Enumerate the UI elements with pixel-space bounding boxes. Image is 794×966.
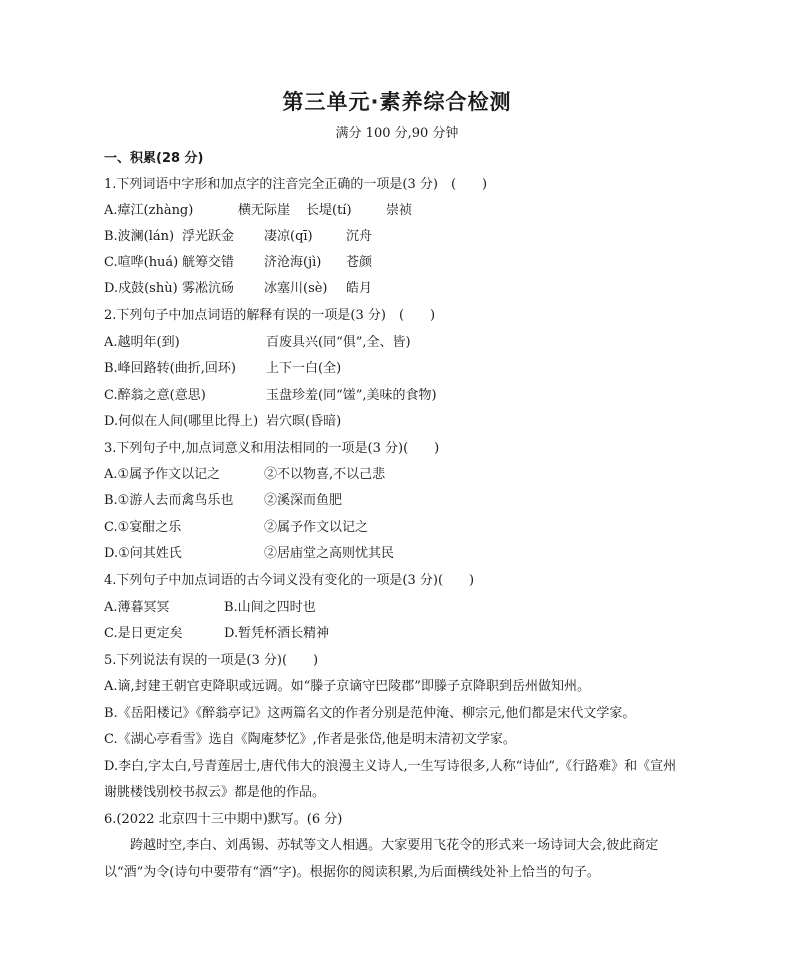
q1-b1: B.波澜(lán) — [104, 229, 175, 244]
q4-b: B.山间之四时也 — [224, 600, 316, 615]
q3-a1: A.①属予作文以记之 — [104, 467, 221, 482]
q1-c2: 觥筹交错 — [182, 255, 235, 270]
q1-d1: D.戍鼓(shù) — [104, 281, 178, 296]
q5-option-d-line1: D.李白,字太白,号青莲居士,唐代伟大的浪漫主义诗人,一生写诗很多,人称“诗仙”,《行路难》和《宣州 — [104, 759, 677, 774]
q2-b2: 上下一白(全) — [266, 361, 342, 376]
q5-option-a: A.谪,封建王朝官吏降职或远调。如“滕子京谪守巴陵郡”即滕子京降职到岳州做知州。 — [104, 679, 590, 694]
question-6-stem: 6.(2022 北京四十三中期中)默写。(6 分) — [104, 812, 343, 827]
q1-c3: 济沧海(jì) — [264, 255, 322, 270]
q1-d3: 冰塞川(sè) — [264, 281, 328, 296]
section-heading: 一、积累(28 分) — [104, 151, 204, 166]
q1-a1: A.瘴江(zhàng) — [104, 203, 194, 218]
q3-c1: C.①宴酣之乐 — [104, 520, 182, 535]
q3-b2: ②溪深而鱼肥 — [264, 493, 343, 508]
page-title: 第三单元·素养综合检测 — [282, 90, 512, 114]
q5-option-d-line2: 谢朓楼饯别校书叔云》都是他的作品。 — [104, 785, 326, 800]
q2-d1: D.何似在人间(哪里比得上) — [104, 414, 259, 429]
q1-c4: 苍颜 — [346, 255, 373, 270]
q3-b1: B.①游人去而禽鸟乐也 — [104, 493, 234, 508]
question-4-stem: 4.下列句子中加点词语的古今词义没有变化的一项是(3 分)( ) — [104, 573, 475, 588]
q3-d1: D.①问其姓氏 — [104, 546, 182, 561]
q1-b3: 凄凉(qī) — [264, 229, 313, 244]
question-1-stem: 1.下列词语中字形和加点字的注音完全正确的一项是(3 分) ( ) — [104, 177, 488, 192]
q5-option-b: B.《岳阳楼记》《醉翁亭记》这两篇名文的作者分别是范仲淹、柳宗元,他们都是宋代文学家。 — [104, 706, 636, 721]
q5-option-c: C.《湖心亭看雪》选自《陶庵梦忆》,作者是张岱,他是明末清初文学家。 — [104, 732, 516, 747]
q6-paragraph-line2: 以“酒”为令(诗句中要带有“酒”字)。根据你的阅读积累,为后面横线处补上恰当的句子。 — [104, 865, 600, 880]
page-subtitle: 满分 100 分,90 分钟 — [335, 126, 459, 141]
q2-d2: 岩穴暝(昏暗) — [266, 414, 342, 429]
q2-b1: B.峰回路转(曲折,回环) — [104, 361, 236, 376]
q1-a2: 横无际崖 — [238, 203, 291, 218]
q4-a: A.薄暮冥冥 — [104, 600, 170, 615]
q2-c2: 玉盘珍羞(同“馐”,美味的食物) — [266, 388, 437, 403]
q3-d2: ②居庙堂之高则忧其民 — [264, 546, 395, 561]
q1-b4: 沉舟 — [346, 229, 373, 244]
q1-c1: C.喧哗(huá) — [104, 255, 179, 270]
q1-a4: 崇祯 — [386, 203, 413, 218]
q4-d: D.暂凭杯酒长精神 — [224, 626, 330, 641]
q1-d2: 雾凇沆砀 — [182, 281, 235, 296]
q2-c1: C.醉翁之意(意思) — [104, 388, 206, 403]
q1-b2: 浮光跃金 — [182, 229, 235, 244]
q2-a2: 百废具兴(同“俱”,全、皆) — [266, 335, 411, 350]
question-2-stem: 2.下列句子中加点词语的解释有误的一项是(3 分) ( ) — [104, 308, 436, 323]
q2-a1: A.越明年(到) — [104, 335, 180, 350]
q3-c2: ②属予作文以记之 — [264, 520, 369, 535]
q3-a2: ②不以物喜,不以己悲 — [264, 467, 386, 482]
q4-c: C.是日更定矣 — [104, 626, 183, 641]
question-3-stem: 3.下列句子中,加点词意义和用法相同的一项是(3 分)( ) — [104, 441, 440, 456]
q6-paragraph-line1: 跨越时空,李白、刘禹锡、苏轼等文人相遇。大家要用飞花令的形式来一场诗词大会,彼此商定 — [130, 838, 659, 853]
q1-d4: 皓月 — [346, 281, 373, 296]
question-5-stem: 5.下列说法有误的一项是(3 分)( ) — [104, 653, 319, 668]
q1-a3: 长堤(tí) — [306, 203, 352, 218]
